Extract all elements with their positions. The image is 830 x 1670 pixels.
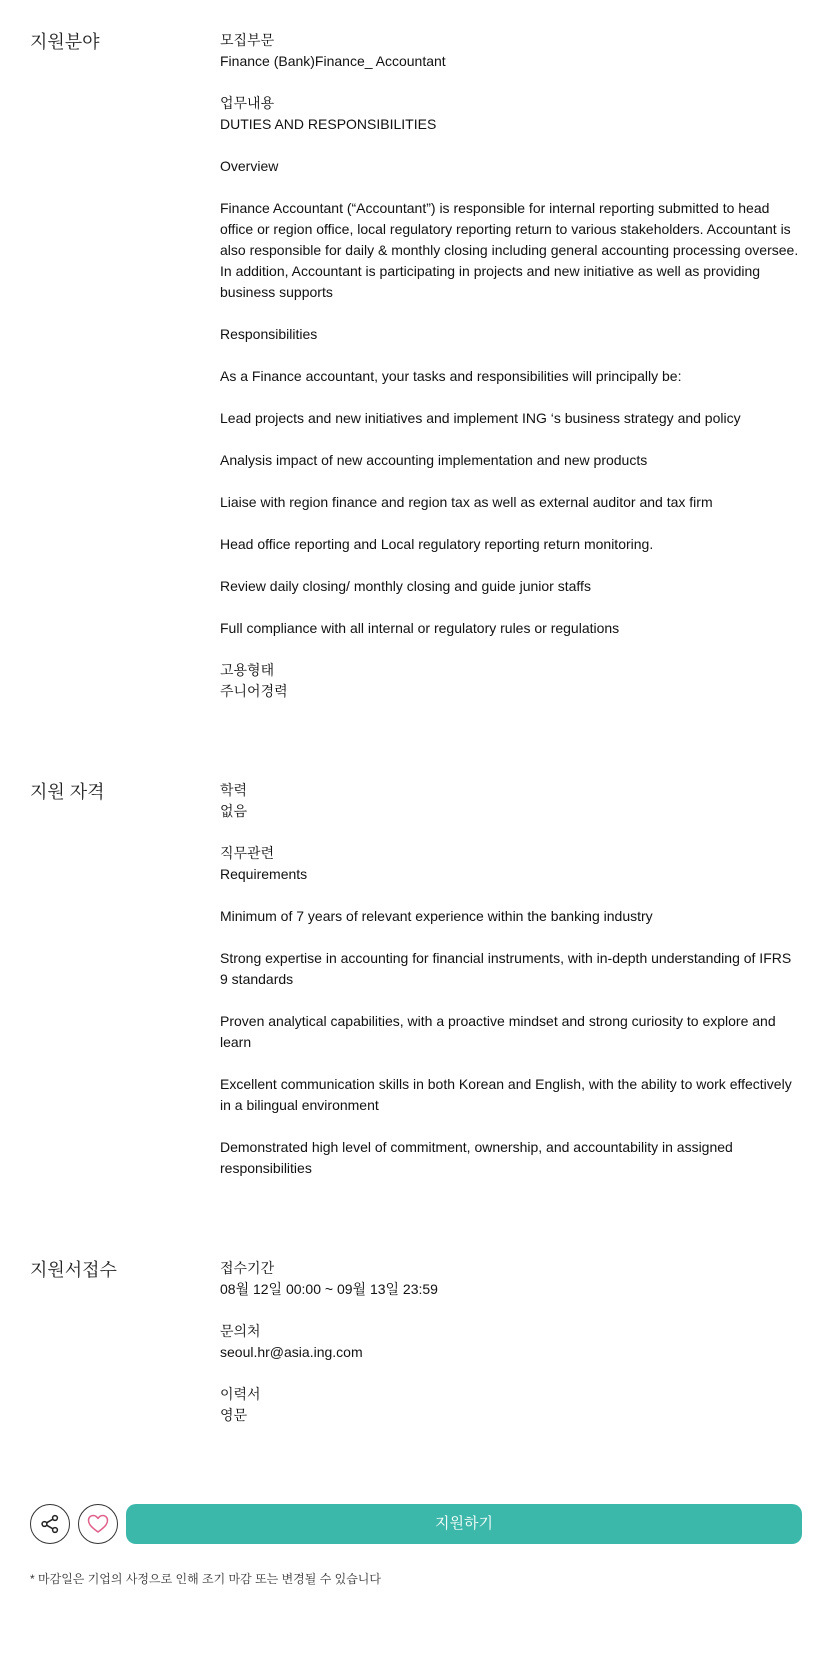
share-icon (40, 1514, 60, 1534)
education-label: 학력 (220, 782, 248, 798)
field-period (220, 1258, 802, 1300)
duties-paragraph: Lead projects and new initiatives and implement ING ‘s business strategy and policy (220, 410, 741, 426)
requirement-paragraph: Minimum of 7 years of relevant experience within the banking industry (220, 908, 653, 924)
field-education (220, 780, 802, 822)
section-body-qualification (220, 780, 802, 1179)
duties-paragraph: Head office reporting and Local regulatory reporting return monitoring. (220, 536, 654, 552)
recruit-value: Finance (Bank)Finance_ Accountant (220, 53, 446, 69)
contact-label: 문의처 (220, 1323, 261, 1339)
duties-label: 업무내용 (220, 95, 275, 111)
period-label: 접수기간 (220, 1260, 275, 1276)
duties-paragraph: Analysis impact of new accounting implementation and new products (220, 452, 648, 468)
duties-paragraph: Liaise with region finance and region tax as well as external auditor and tax firm (220, 494, 713, 510)
education-value: 없음 (220, 803, 248, 819)
duties-paragraph: Responsibilities (220, 326, 318, 342)
apply-button[interactable]: 지원하기 (126, 1504, 802, 1544)
field-contact (220, 1321, 802, 1363)
deadline-footnote: * 마감일은 기업의 사정으로 인해 조기 마감 또는 변경될 수 있습니다 (30, 1572, 381, 1586)
job-related-heading: Requirements (220, 866, 308, 882)
employment-label: 고용형태 (220, 662, 275, 678)
employment-value: 주니어경력 (220, 683, 288, 699)
heart-icon (87, 1514, 109, 1534)
field-job-related (220, 843, 802, 1179)
duties-paragraph: Finance Accountant (“Accountant”) is responsible for internal reporting submitted to head office or region office, local regulatory reporting return to various stakeholders. Accountant is also responsible for daily & monthly closing including general accounting processing oversee. In addition, Accountant is participating in projects and new initiative as well as providing business supports (220, 200, 799, 300)
resume-value: 영문 (220, 1407, 248, 1423)
section-title-job-field: 지원분야 (30, 32, 100, 52)
field-resume (220, 1384, 802, 1426)
requirement-paragraph: Proven analytical capabilities, with a proactive mindset and strong curiosity to explore and learn (220, 1013, 776, 1050)
duties-paragraph: As a Finance accountant, your tasks and responsibilities will principally be: (220, 368, 682, 384)
requirement-paragraph: Strong expertise in accounting for financial instruments, with in-depth understanding of IFRS 9 standards (220, 950, 792, 987)
requirement-paragraph: Demonstrated high level of commitment, ownership, and accountability in assigned responsibilities (220, 1139, 733, 1176)
period-value: 08월 12일 00:00 ~ 09월 13일 23:59 (220, 1281, 438, 1297)
section-body-job-field (220, 30, 802, 702)
resume-label: 이력서 (220, 1386, 261, 1402)
section-title-qualification: 지원 자격 (30, 782, 105, 802)
job-related-label: 직무관련 (220, 845, 275, 861)
field-duties (220, 93, 802, 639)
section-body-application-receipt (220, 1258, 802, 1426)
like-button[interactable] (78, 1504, 118, 1544)
duties-paragraph: Full compliance with all internal or regulatory rules or regulations (220, 620, 620, 636)
contact-value: seoul.hr@asia.ing.com (220, 1344, 363, 1360)
duties-heading: DUTIES AND RESPONSIBILITIES (220, 116, 437, 132)
field-employment (220, 660, 802, 702)
duties-paragraph: Review daily closing/ monthly closing and guide junior staffs (220, 578, 591, 594)
duties-paragraph: Overview (220, 158, 279, 174)
field-recruit (220, 30, 802, 72)
recruit-label: 모집부문 (220, 32, 275, 48)
share-button[interactable] (30, 1504, 70, 1544)
requirement-paragraph: Excellent communication skills in both Korean and English, with the ability to work effectively in a bilingual environment (220, 1076, 792, 1113)
action-bar (30, 1504, 802, 1544)
section-title-application-receipt: 지원서접수 (30, 1260, 117, 1280)
